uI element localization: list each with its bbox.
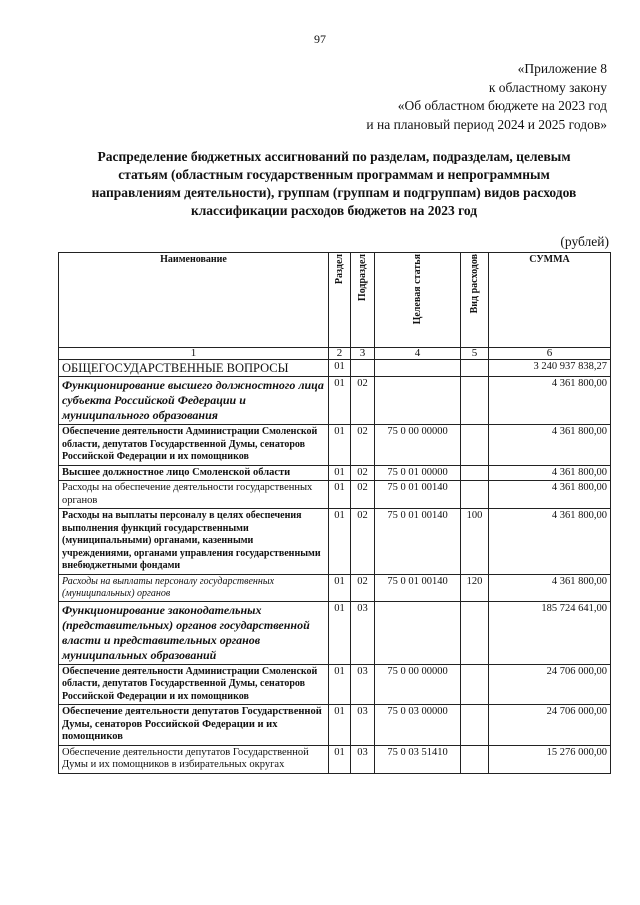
title-line: Распределение бюджетных ассигнований по разделам, подразделам, целевым: [97, 149, 571, 164]
row-name: Функционирование высшего должностного лица субъекта Российской Федерации и муниципального образования: [59, 377, 329, 425]
row-target: 75 0 01 00140: [375, 574, 461, 601]
row-subsection: 03: [351, 705, 375, 746]
row-name: Обеспечение деятельности Администрации Смоленской области, депутатов Государственной Думы, сенаторов Российской Федерации и их помощников: [59, 664, 329, 705]
row-section: 01: [329, 425, 351, 466]
row-section: 01: [329, 509, 351, 575]
table-header-row: [59, 253, 611, 348]
row-target: 75 0 01 00140: [375, 509, 461, 575]
row-kind: [461, 377, 489, 425]
row-name: Высшее должностное лицо Смоленской области: [59, 465, 329, 481]
header-section-label: Раздел: [334, 254, 345, 285]
row-sum: 24 706 000,00: [489, 705, 611, 746]
row-section: 01: [329, 360, 351, 377]
table-row: [59, 360, 611, 377]
row-kind: [461, 705, 489, 746]
row-sum: 185 724 641,00: [489, 601, 611, 664]
header-kind: [461, 253, 489, 348]
row-subsection: 03: [351, 664, 375, 705]
appendix-reference: [366, 60, 607, 134]
header-target-label: Целевая статья: [412, 254, 423, 325]
title-line: классификации расходов бюджетов на 2023 год: [190, 203, 478, 218]
row-kind: [461, 664, 489, 705]
row-name: Расходы на выплаты персоналу государственных (муниципальных) органов: [59, 574, 329, 601]
row-section: 01: [329, 664, 351, 705]
row-sum: 3 240 937 838,27: [489, 360, 611, 377]
row-target: 75 0 01 00140: [375, 481, 461, 509]
row-section: 01: [329, 574, 351, 601]
row-subsection: 02: [351, 481, 375, 509]
row-target: 75 0 00 00000: [375, 425, 461, 466]
table-row: [59, 664, 611, 705]
row-target: 75 0 03 00000: [375, 705, 461, 746]
header-kind-label: Вид расходов: [469, 254, 480, 314]
row-subsection: 02: [351, 509, 375, 575]
row-section: 01: [329, 481, 351, 509]
document-title: [58, 148, 610, 220]
appendix-line: «Приложение 8: [517, 61, 607, 76]
row-subsection: 02: [351, 465, 375, 481]
appendix-line: «Об областном бюджете на 2023 год: [397, 98, 607, 113]
page-number: 97: [314, 32, 326, 46]
row-sum: 4 361 800,00: [489, 425, 611, 466]
table-row: [59, 481, 611, 509]
row-target: [375, 360, 461, 377]
header-sum-label: СУММА: [529, 254, 570, 265]
row-sum: 4 361 800,00: [489, 465, 611, 481]
header-sum: [489, 253, 611, 348]
row-target: [375, 377, 461, 425]
row-section: 01: [329, 465, 351, 481]
row-name: Расходы на обеспечение деятельности государственных органов: [59, 481, 329, 509]
row-name: Расходы на выплаты персоналу в целях обеспечения выполнения функций государственными (муниципальными) органами, казенными учреждениями, органами управления государственными внебюджетными фондами: [59, 509, 329, 575]
column-number: 6: [489, 348, 611, 360]
appendix-line: и на плановый период 2024 и 2025 годов»: [366, 116, 607, 132]
budget-table: [58, 252, 611, 774]
row-kind: [461, 601, 489, 664]
row-section: 01: [329, 745, 351, 773]
header-subsection: [351, 253, 375, 348]
row-target: 75 0 01 00000: [375, 465, 461, 481]
row-target: 75 0 00 00000: [375, 664, 461, 705]
row-kind: [461, 745, 489, 773]
row-sum: 4 361 800,00: [489, 509, 611, 575]
title-line: статьям (областным государственным программам и непрограммным: [118, 167, 550, 182]
column-number: 1: [59, 348, 329, 360]
row-section: 01: [329, 377, 351, 425]
row-kind: 120: [461, 574, 489, 601]
header-name: [59, 253, 329, 348]
table-row: [59, 705, 611, 746]
row-subsection: 03: [351, 745, 375, 773]
row-section: 01: [329, 705, 351, 746]
row-kind: 100: [461, 509, 489, 575]
row-name: Функционирование законодательных (представительных) органов государственной власти и представительных органов муниципальных образований: [59, 601, 329, 664]
row-name: Обеспечение деятельности депутатов Государственной Думы, сенаторов Российской Федерации и их помощников: [59, 705, 329, 746]
row-sum: 4 361 800,00: [489, 377, 611, 425]
table-row: [59, 509, 611, 575]
row-sum: 4 361 800,00: [489, 481, 611, 509]
header-subsection-label: Подраздел: [357, 254, 368, 302]
row-sum: 24 706 000,00: [489, 664, 611, 705]
header-name-label: Наименование: [160, 254, 227, 265]
row-subsection: 02: [351, 425, 375, 466]
header-section: [329, 253, 351, 348]
row-subsection: 02: [351, 574, 375, 601]
column-number: 5: [461, 348, 489, 360]
title-line: направлениям деятельности), группам (группам и подгруппам) видов расходов: [91, 185, 577, 200]
column-numbers-row: [59, 348, 611, 360]
row-target: [375, 601, 461, 664]
row-name: Обеспечение деятельности депутатов Государственной Думы и их помощников в избирательных округах: [59, 745, 329, 773]
row-subsection: 02: [351, 377, 375, 425]
row-name: ОБЩЕГОСУДАРСТВЕННЫЕ ВОПРОСЫ: [59, 360, 329, 377]
table-row: [59, 465, 611, 481]
units-label: (рублей): [560, 234, 609, 249]
row-section: 01: [329, 601, 351, 664]
row-kind: [461, 465, 489, 481]
column-number: 2: [329, 348, 351, 360]
row-name: Обеспечение деятельности Администрации Смоленской области, депутатов Государственной Думы, сенаторов Российской Федерации и их помощников: [59, 425, 329, 466]
table-row: [59, 425, 611, 466]
row-sum: 15 276 000,00: [489, 745, 611, 773]
row-sum: 4 361 800,00: [489, 574, 611, 601]
row-target: 75 0 03 51410: [375, 745, 461, 773]
row-subsection: 03: [351, 601, 375, 664]
table-row: [59, 745, 611, 773]
column-number: 4: [375, 348, 461, 360]
row-subsection: [351, 360, 375, 377]
row-kind: [461, 425, 489, 466]
column-number: 3: [351, 348, 375, 360]
table-row: [59, 601, 611, 664]
header-target: [375, 253, 461, 348]
table-row: [59, 574, 611, 601]
appendix-line: к областному закону: [488, 79, 607, 95]
table-row: [59, 377, 611, 425]
row-kind: [461, 360, 489, 377]
row-kind: [461, 481, 489, 509]
